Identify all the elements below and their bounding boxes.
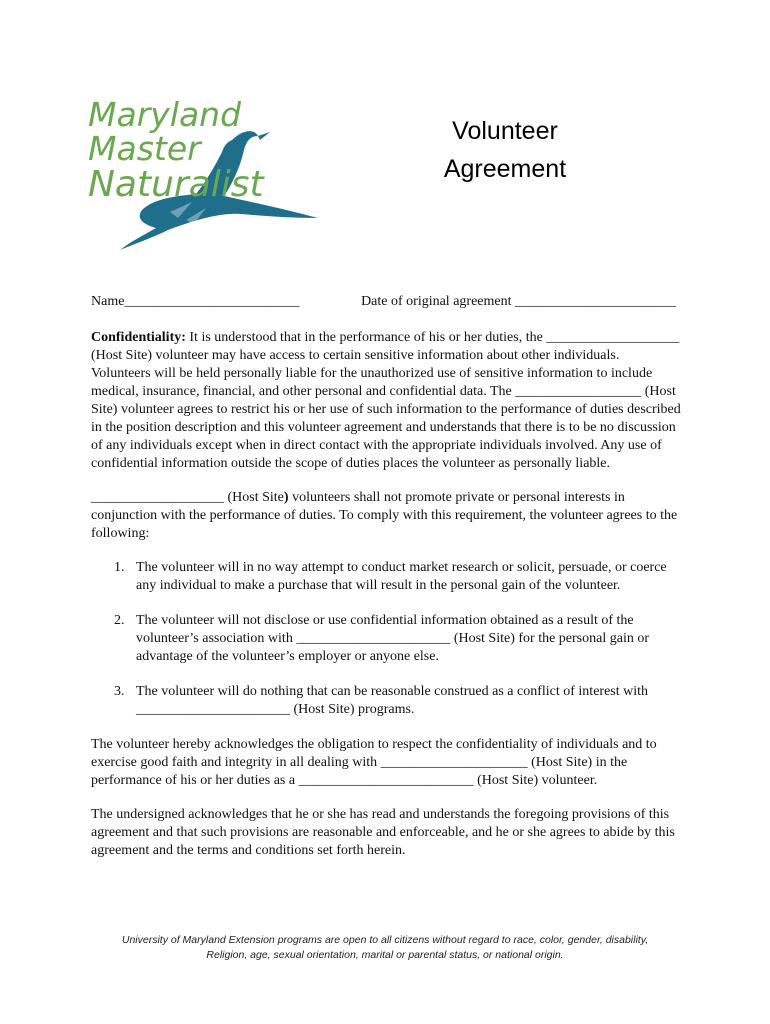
list-number: 1. <box>114 560 125 575</box>
header-fields <box>91 293 676 311</box>
logo-line-naturalist: Naturalist <box>88 164 264 205</box>
list-text: The volunteer will in no way attempt to conduct market research or solicit, persuade, or coerce any individual to make a purchase that will result in the personal gain of the volunteer. <box>136 560 667 593</box>
acknowledge-paragraph: The volunteer hereby acknowledges the obligation to respect the confidentiality of individuals and to exercise good faith and integrity in all dealing with _____________________ (Host Site) in the performance of his or her duties as a _________________________ (Host Site) volunteer. <box>91 737 657 788</box>
page-title <box>420 112 590 188</box>
date-field[interactable]: Date of original agreement _______________________ <box>361 294 676 309</box>
footer-line-1: University of Maryland Extension programs are open to all citizens without regard to race, color, gender, disability, <box>121 934 649 946</box>
logo-line-master: Master <box>88 129 201 168</box>
list-item <box>114 612 681 666</box>
list-text: The volunteer will not disclose or use confidential information obtained as a result of the volunteer’s association with ______________________ (Host Site) for the personal gain or advantage of the volunteer’s employer or anyone else. <box>136 613 649 664</box>
name-field[interactable]: Name_________________________ <box>91 294 300 309</box>
list-item <box>114 683 681 719</box>
interests-pre: ___________________ (Host Site <box>91 490 284 505</box>
confidentiality-paragraph <box>91 329 681 473</box>
list-number: 3. <box>114 684 125 699</box>
interests-paragraph <box>91 489 681 543</box>
footer-line-2: Religion, age, sexual orientation, marital or parental status, or national origin. <box>206 949 564 961</box>
agreement-body <box>91 293 681 860</box>
undersigned-paragraph: The undersigned acknowledges that he or she has read and understands the foregoing provisions of this agreement and that such provisions are reasonable and enforceable, and he or she agrees to abide by this agreement and the terms and conditions set forth herein. <box>91 807 675 858</box>
logo-line-maryland: Maryland <box>88 95 242 134</box>
list-item <box>114 559 681 595</box>
maryland-master-naturalist-logo <box>82 92 327 257</box>
confidentiality-label: Confidentiality: <box>91 330 186 345</box>
title-line-1: Volunteer <box>452 117 558 145</box>
confidentiality-text: It is understood that in the performance of his or her duties, the ___________________ (Host Site) volunteer may have access to certain sensitive information about other individuals. Volunteers will be held personally liable for the unauthorized use of sensitive information to include medical, insurance, financial, and other personal and confidential data. The __________________ (Host Site) volunteer agrees to restrict his or her use of such information to the performance of duties described in the position description and this volunteer agreement and understands that there is to be no discussion of any individuals except when in direct contact with the appropriate individuals involved. Any use of confidential information outside the scope of duties places the volunteer as personally liable. <box>91 330 681 471</box>
interests-post: volunteers shall not promote private or personal interests in conjunction with the performance of duties. To comply with this requirement, the volunteer agrees to the following: <box>91 490 678 541</box>
list-text: The volunteer will do nothing that can be reasonable construed as a conflict of interest with ______________________ (Host Site) programs. <box>136 684 649 717</box>
interests-bold: ) <box>283 490 289 505</box>
footer-disclaimer <box>40 933 730 963</box>
title-line-2: Agreement <box>443 155 567 183</box>
list-number: 2. <box>114 613 125 628</box>
conditions-list <box>91 559 681 719</box>
